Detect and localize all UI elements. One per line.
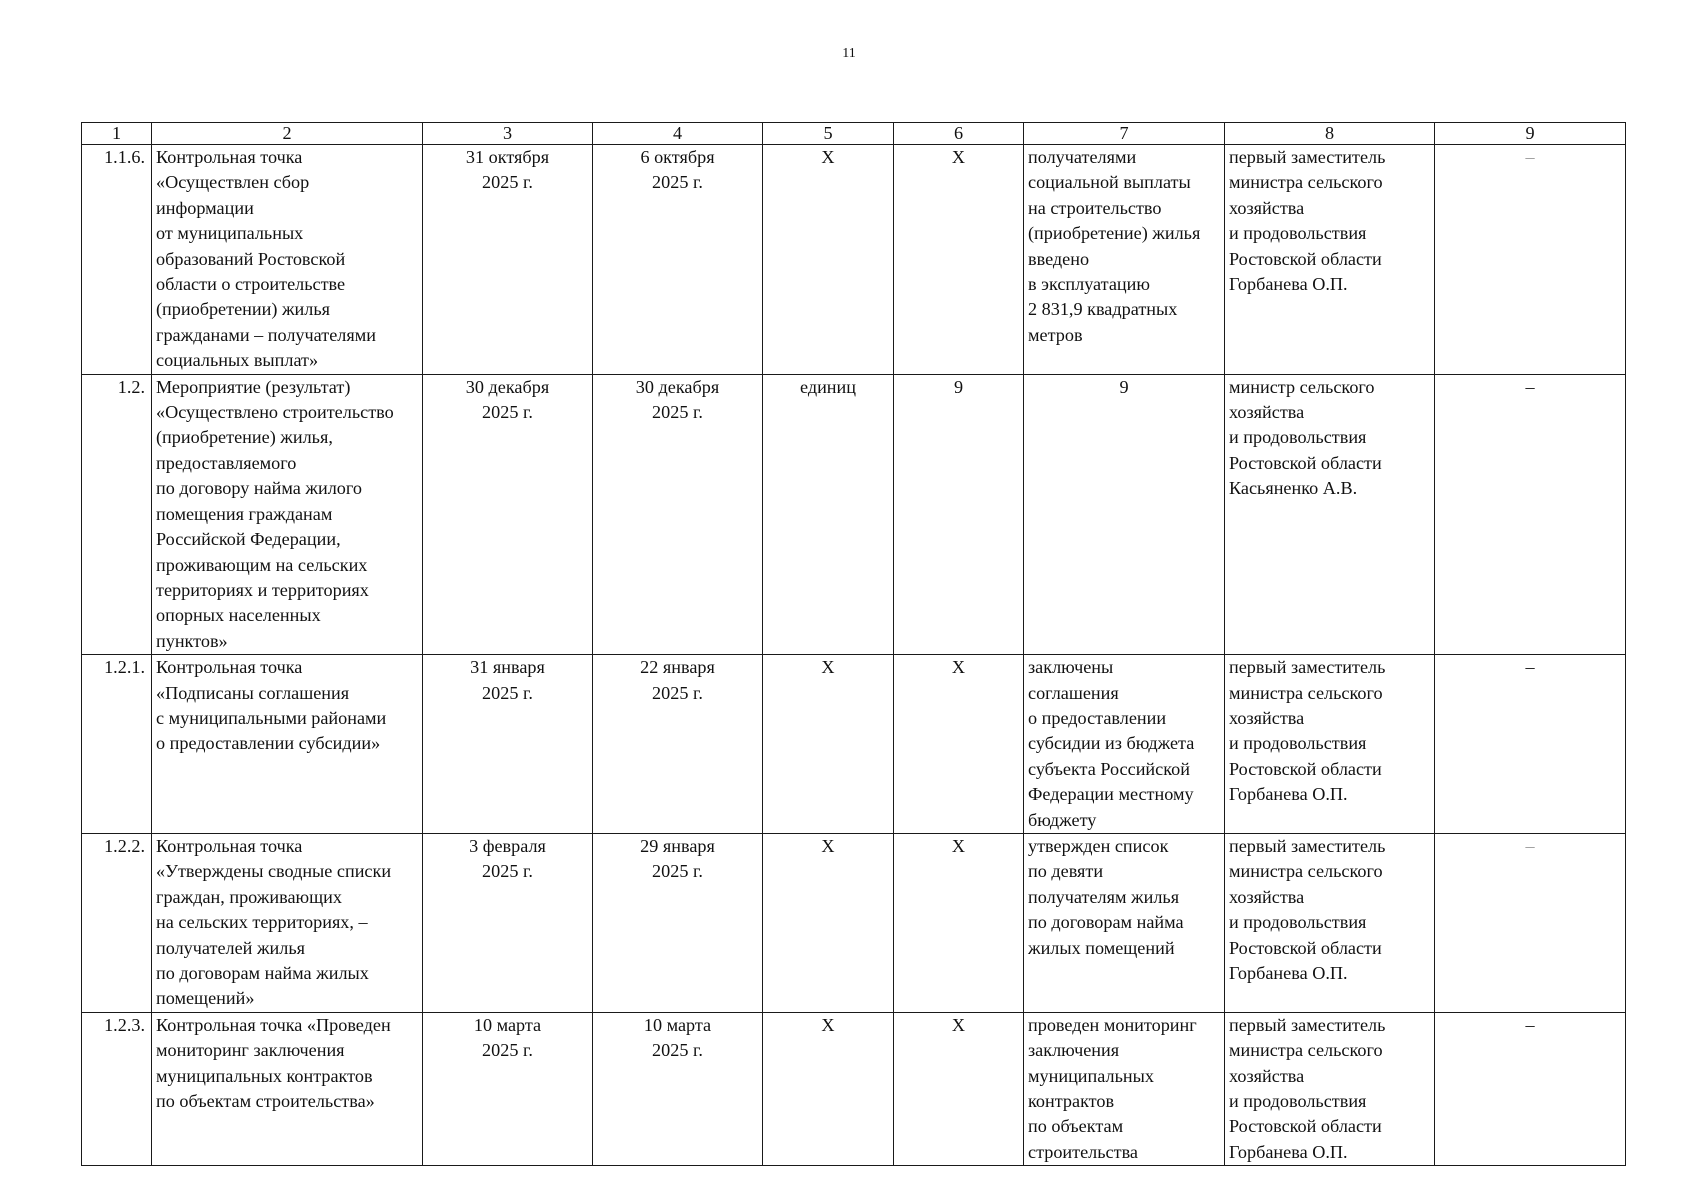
- responsible-line: Ростовской области: [1229, 937, 1382, 958]
- result-line: по договорам найма: [1028, 912, 1184, 933]
- responsible-line: хозяйства: [1229, 886, 1305, 907]
- result-cell: [1024, 833, 1225, 1012]
- title-line: помещений»: [156, 988, 255, 1009]
- title-line: по объектам строительства»: [156, 1091, 375, 1112]
- responsible-line: Горбанева О.П.: [1229, 963, 1348, 983]
- result-line: на строительство: [1028, 197, 1162, 218]
- title-line: получателей жилья: [156, 937, 305, 958]
- responsible-cell: [1225, 145, 1435, 375]
- unit-cell: X: [763, 833, 894, 1012]
- end-date: [593, 1012, 763, 1165]
- result-line: получателями: [1028, 147, 1137, 167]
- start-date: [423, 833, 593, 1012]
- responsible-line: Горбанева О.П.: [1229, 1141, 1348, 1162]
- title-line: (приобретении) жилья: [156, 299, 330, 320]
- responsible-line: и продовольствия: [1229, 1091, 1367, 1112]
- title-line: о предоставлении субсидии»: [156, 733, 381, 754]
- result-line: соглашения: [1028, 682, 1119, 703]
- date-line: 2025 г.: [652, 861, 703, 882]
- unit-cell: X: [763, 655, 894, 834]
- result-line: получателям жилья: [1028, 886, 1180, 907]
- table-row: [82, 1012, 1626, 1165]
- title-line: «Осуществлен сбор: [156, 172, 310, 193]
- title-line: «Осуществлено строительство: [156, 402, 394, 423]
- result-line: субъекта Российской: [1028, 758, 1190, 779]
- date-line: 30 декабря: [635, 376, 720, 397]
- responsible-line: Ростовской области: [1229, 452, 1382, 473]
- title-line: предоставляемого: [156, 452, 297, 473]
- title-line: на сельских территориях, –: [156, 912, 368, 933]
- column-header: 4: [593, 123, 763, 145]
- result-cell: [1024, 374, 1225, 654]
- responsible-line: хозяйства: [1229, 402, 1305, 423]
- date-line: 31 октября: [465, 147, 550, 167]
- date-line: 10 марта: [473, 1014, 542, 1035]
- plan-table: [81, 122, 1626, 1166]
- column-header: 6: [894, 123, 1024, 145]
- result-line: заключения: [1028, 1040, 1120, 1061]
- start-date: [423, 1012, 593, 1165]
- table-row: [82, 655, 1626, 834]
- result-line: проведен мониторинг: [1028, 1014, 1197, 1035]
- title-line: муниципальных контрактов: [156, 1065, 373, 1086]
- title-line: гражданами – получателями: [156, 324, 376, 345]
- row-number: 1.2.: [82, 374, 152, 654]
- start-date: [423, 374, 593, 654]
- date-line: 31 января: [470, 657, 545, 678]
- column-header: 7: [1024, 123, 1225, 145]
- responsible-line: и продовольствия: [1229, 427, 1367, 448]
- result-line: субсидии из бюджета: [1028, 733, 1195, 754]
- responsible-line: Ростовской области: [1229, 758, 1382, 779]
- result-cell: [1024, 1012, 1225, 1165]
- table-row: [82, 374, 1626, 654]
- note-cell: –: [1435, 655, 1626, 834]
- responsible-cell: [1225, 374, 1435, 654]
- column-header: 9: [1435, 123, 1626, 145]
- responsible-line: Ростовской области: [1229, 1116, 1382, 1137]
- unit-cell: единиц: [763, 374, 894, 654]
- title-line: Контрольная точка: [156, 147, 303, 167]
- title-line: Контрольная точка: [156, 657, 303, 678]
- row-title: [152, 145, 423, 375]
- date-line: 30 декабря: [465, 376, 550, 397]
- date-line: 2025 г.: [482, 1040, 533, 1061]
- responsible-cell: [1225, 833, 1435, 1012]
- result-line: метров: [1028, 324, 1083, 345]
- row-title: [152, 833, 423, 1012]
- responsible-line: министра сельского: [1229, 1040, 1383, 1061]
- title-line: территориях и территориях: [156, 579, 369, 600]
- date-line: 2025 г.: [482, 682, 533, 703]
- result-line: по объектам: [1028, 1116, 1124, 1137]
- responsible-line: и продовольствия: [1229, 733, 1367, 754]
- title-line: информации: [156, 197, 254, 218]
- unit-cell: X: [763, 1012, 894, 1165]
- date-line: 2025 г.: [652, 1040, 703, 1061]
- row-title: [152, 374, 423, 654]
- row-title: [152, 655, 423, 834]
- responsible-line: и продовольствия: [1229, 912, 1367, 933]
- title-line: по договору найма жилого: [156, 478, 362, 499]
- date-line: 2025 г.: [652, 682, 703, 703]
- title-line: граждан, проживающих: [156, 886, 342, 907]
- date-line: 6 октября: [640, 147, 715, 167]
- title-line: по договорам найма жилых: [156, 963, 369, 983]
- plan-value: X: [894, 145, 1024, 375]
- date-line: 2025 г.: [652, 172, 703, 193]
- note-cell: –: [1435, 374, 1626, 654]
- title-line: «Подписаны соглашения: [156, 682, 350, 703]
- date-line: 2025 г.: [652, 402, 703, 423]
- responsible-line: Горбанева О.П.: [1229, 784, 1348, 805]
- end-date: [593, 833, 763, 1012]
- title-line: помещения гражданам: [156, 503, 333, 524]
- result-line: по девяти: [1028, 861, 1104, 882]
- note-cell: –: [1435, 833, 1626, 1012]
- date-line: 2025 г.: [482, 861, 533, 882]
- date-line: 22 января: [640, 657, 715, 678]
- column-header: 2: [152, 123, 423, 145]
- title-line: Контрольная точка «Проведен: [156, 1014, 391, 1035]
- title-line: мониторинг заключения: [156, 1040, 345, 1061]
- result-line: 2 831,9 квадратных: [1028, 299, 1178, 320]
- end-date: [593, 145, 763, 375]
- responsible-cell: [1225, 655, 1435, 834]
- result-cell: [1024, 145, 1225, 375]
- note-cell: –: [1435, 145, 1626, 375]
- responsible-line: министр сельского: [1229, 376, 1375, 397]
- responsible-line: министра сельского: [1229, 682, 1383, 703]
- result-line: о предоставлении: [1028, 707, 1167, 728]
- responsible-line: хозяйства: [1229, 1065, 1305, 1086]
- title-line: области о строительстве: [156, 274, 346, 295]
- date-line: 2025 г.: [482, 172, 533, 193]
- header-row: [82, 123, 1626, 145]
- plan-value: X: [894, 655, 1024, 834]
- table-row: [82, 833, 1626, 1012]
- title-line: с муниципальными районами: [156, 707, 387, 728]
- date-line: 2025 г.: [482, 402, 533, 423]
- row-number: 1.2.3.: [82, 1012, 152, 1165]
- title-line: «Утверждены сводные списки: [156, 861, 392, 882]
- result-line: Федерации местному: [1028, 784, 1194, 805]
- plan-value: 9: [894, 374, 1024, 654]
- row-title: [152, 1012, 423, 1165]
- title-line: Контрольная точка: [156, 835, 303, 856]
- title-line: от муниципальных: [156, 223, 304, 244]
- end-date: [593, 374, 763, 654]
- unit-cell: X: [763, 145, 894, 375]
- responsible-line: первый заместитель: [1229, 657, 1386, 678]
- column-header: 5: [763, 123, 894, 145]
- responsible-line: хозяйства: [1229, 707, 1305, 728]
- row-number: 1.2.2.: [82, 833, 152, 1012]
- responsible-line: хозяйства: [1229, 197, 1305, 218]
- result-line: заключены: [1028, 657, 1114, 678]
- responsible-cell: [1225, 1012, 1435, 1165]
- row-number: 1.1.6.: [82, 145, 152, 375]
- table-row: [82, 145, 1626, 375]
- responsible-line: и продовольствия: [1229, 223, 1367, 244]
- title-line: образований Ростовской: [156, 248, 346, 269]
- note-cell: –: [1435, 1012, 1626, 1165]
- responsible-line: Касьяненко А.В.: [1229, 478, 1358, 499]
- responsible-line: министра сельского: [1229, 861, 1383, 882]
- page-number: 11: [842, 46, 856, 61]
- result-line: строительства: [1028, 1141, 1138, 1162]
- date-line: 29 января: [640, 835, 715, 856]
- result-line: в эксплуатацию: [1028, 274, 1150, 295]
- result-cell: [1024, 655, 1225, 834]
- title-line: проживающим на сельских: [156, 554, 368, 575]
- end-date: [593, 655, 763, 834]
- responsible-line: первый заместитель: [1229, 147, 1386, 167]
- title-line: социальных выплат»: [156, 350, 319, 371]
- title-line: (приобретение) жилья,: [156, 427, 333, 448]
- result-line: 9: [1119, 376, 1129, 397]
- title-line: пунктов»: [156, 630, 228, 651]
- title-line: Российской Федерации,: [156, 529, 341, 550]
- responsible-line: первый заместитель: [1229, 835, 1386, 856]
- plan-value: X: [894, 833, 1024, 1012]
- start-date: [423, 145, 593, 375]
- column-header: 8: [1225, 123, 1435, 145]
- row-number: 1.2.1.: [82, 655, 152, 834]
- responsible-line: министра сельского: [1229, 172, 1383, 193]
- plan-value: X: [894, 1012, 1024, 1165]
- result-line: жилых помещений: [1028, 937, 1175, 958]
- start-date: [423, 655, 593, 834]
- result-line: муниципальных: [1028, 1065, 1154, 1086]
- title-line: Мероприятие (результат): [156, 376, 351, 397]
- result-line: (приобретение) жилья: [1028, 223, 1201, 244]
- column-header: 1: [82, 123, 152, 145]
- result-line: утвержден список: [1028, 835, 1169, 856]
- result-line: социальной выплаты: [1028, 172, 1191, 193]
- responsible-line: Горбанева О.П.: [1229, 274, 1348, 295]
- responsible-line: Ростовской области: [1229, 248, 1382, 269]
- date-line: 10 марта: [643, 1014, 712, 1035]
- result-line: бюджету: [1028, 809, 1097, 830]
- responsible-line: первый заместитель: [1229, 1014, 1386, 1035]
- date-line: 3 февраля: [469, 835, 546, 856]
- result-line: контрактов: [1028, 1091, 1115, 1112]
- result-line: введено: [1028, 248, 1090, 269]
- column-header: 3: [423, 123, 593, 145]
- title-line: опорных населенных: [156, 605, 321, 626]
